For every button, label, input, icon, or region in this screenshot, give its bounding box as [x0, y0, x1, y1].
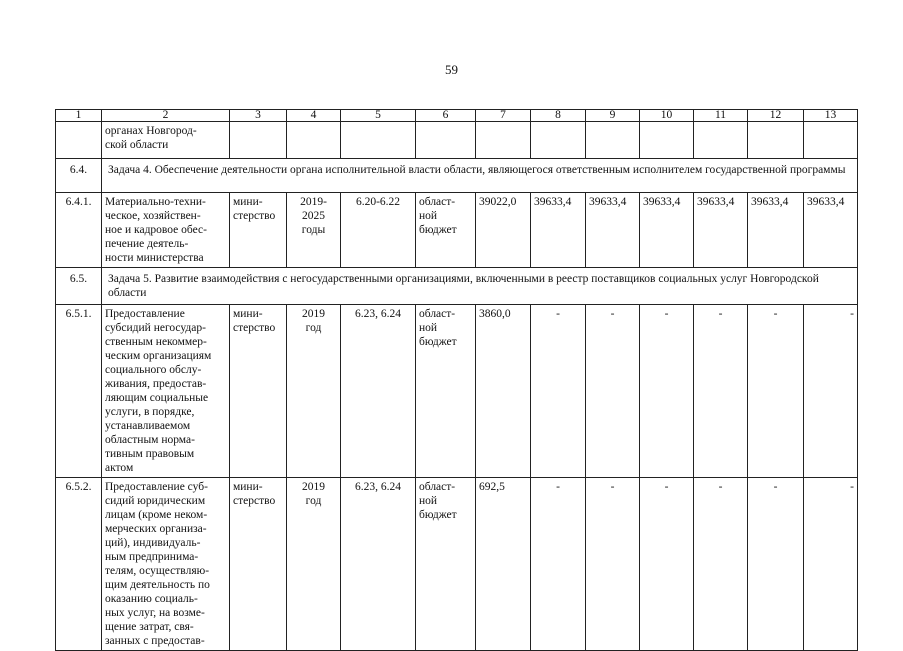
table-row-continuation: [56, 122, 858, 159]
cell: [804, 122, 858, 159]
cell-value: -: [748, 305, 804, 478]
cell-value: 3860,0: [476, 305, 531, 478]
task-num: 6.5.: [56, 268, 102, 305]
cell: [287, 122, 341, 159]
cell-value: -: [694, 478, 748, 651]
cell-num: [56, 122, 102, 159]
cell-value: -: [804, 305, 858, 478]
cell-source: [416, 478, 476, 651]
header-cell: 9: [586, 110, 640, 122]
cell-source: [416, 193, 476, 268]
cell-text: 2019- 2025 годы: [300, 196, 327, 236]
cell-text: област- ной бюджет: [419, 481, 457, 521]
cell-period: [287, 478, 341, 651]
cell-name: [102, 122, 230, 159]
cell-text: Предоставление субсидий негосудар- ственным некоммер- ческим организациям социального обслу- живания, предостав- ляющим социальные услуги, в порядке, устанавливаемом областным норма- тивным правовым актом: [105, 308, 212, 474]
page-number: 59: [445, 62, 458, 77]
table-row-6-5-1: [56, 305, 858, 478]
cell-value: -: [531, 478, 586, 651]
task-text: Задача 4. Обеспечение деятельности органа исполнительной власти области, являющегося ответственным исполнителем государственной программы: [102, 159, 858, 193]
header-cell: 12: [748, 110, 804, 122]
cell-value: 39633,4: [531, 193, 586, 268]
cell-targets: 6.20-6.22: [341, 193, 416, 268]
cell: [531, 122, 586, 159]
cell-num: 6.5.2.: [56, 478, 102, 651]
cell-value: -: [694, 305, 748, 478]
cell: [230, 122, 287, 159]
cell-text: мини- стерство: [233, 196, 276, 222]
cell-targets: 6.23, 6.24: [341, 478, 416, 651]
cell-text: област- ной бюджет: [419, 196, 457, 236]
cell-text: Материально-техни- ческое, хозяйствен- ное и кадровое обес- печение деятель- ности министерства: [105, 196, 207, 264]
cell-value: 39633,4: [640, 193, 694, 268]
cell: [476, 122, 531, 159]
cell-value: 39633,4: [804, 193, 858, 268]
header-cell: 8: [531, 110, 586, 122]
header-cell: 13: [804, 110, 858, 122]
cell-exec: [230, 305, 287, 478]
cell-text: мини- стерство: [233, 481, 276, 507]
cell-value: 692,5: [476, 478, 531, 651]
cell-value: -: [640, 305, 694, 478]
cell-num: 6.4.1.: [56, 193, 102, 268]
cell-value: -: [804, 478, 858, 651]
program-table: [55, 109, 858, 651]
header-cell: 7: [476, 110, 531, 122]
cell: [640, 122, 694, 159]
cell-text: Предоставление суб- сидий юридическим лицам (кроме неком- мерческих организа- ций), индивидуаль- ным предпринима- телям, осуществляю- щим деятельность по оказанию социаль- ных услуг, на возме- щение затрат, свя- занных с предостав-: [105, 481, 210, 647]
cell-targets: 6.23, 6.24: [341, 305, 416, 478]
cell-name: [102, 193, 230, 268]
header-row: [56, 110, 858, 122]
cell-value: 39022,0: [476, 193, 531, 268]
cell: [341, 122, 416, 159]
task-text: Задача 5. Развитие взаимодействия с негосударственными организациями, включенными в реестр поставщиков социальных услуг Новгородской области: [102, 268, 858, 305]
header-cell: 5: [341, 110, 416, 122]
cell-value: 39633,4: [694, 193, 748, 268]
cell-text: област- ной бюджет: [419, 308, 457, 348]
cell-value: -: [640, 478, 694, 651]
cell-source: [416, 305, 476, 478]
cell-text: 2019 год: [302, 481, 325, 507]
cell: [694, 122, 748, 159]
cell-value: -: [586, 305, 640, 478]
cell-value: -: [586, 478, 640, 651]
cell: [586, 122, 640, 159]
header-cell: 6: [416, 110, 476, 122]
task-row-5: [56, 268, 858, 305]
cell-num: 6.5.1.: [56, 305, 102, 478]
cell-exec: [230, 193, 287, 268]
cell-value: 39633,4: [748, 193, 804, 268]
cell-value: -: [748, 478, 804, 651]
cell-name: [102, 478, 230, 651]
header-cell: 1: [56, 110, 102, 122]
cell-period: [287, 305, 341, 478]
cell-exec: [230, 478, 287, 651]
cell-text: 2019 год: [302, 308, 325, 334]
task-num: 6.4.: [56, 159, 102, 193]
cell-value: -: [531, 305, 586, 478]
cell-period: [287, 193, 341, 268]
cell: [416, 122, 476, 159]
header-cell: 3: [230, 110, 287, 122]
header-cell: 10: [640, 110, 694, 122]
table-row-6-4-1: [56, 193, 858, 268]
cell-text: органах Новгород- ской области: [105, 125, 197, 151]
table-row-6-5-2: [56, 478, 858, 651]
header-cell: 2: [102, 110, 230, 122]
cell-text: мини- стерство: [233, 308, 276, 334]
cell-name: [102, 305, 230, 478]
header-cell: 11: [694, 110, 748, 122]
cell-value: 39633,4: [586, 193, 640, 268]
header-cell: 4: [287, 110, 341, 122]
task-row-4: [56, 159, 858, 193]
cell: [748, 122, 804, 159]
